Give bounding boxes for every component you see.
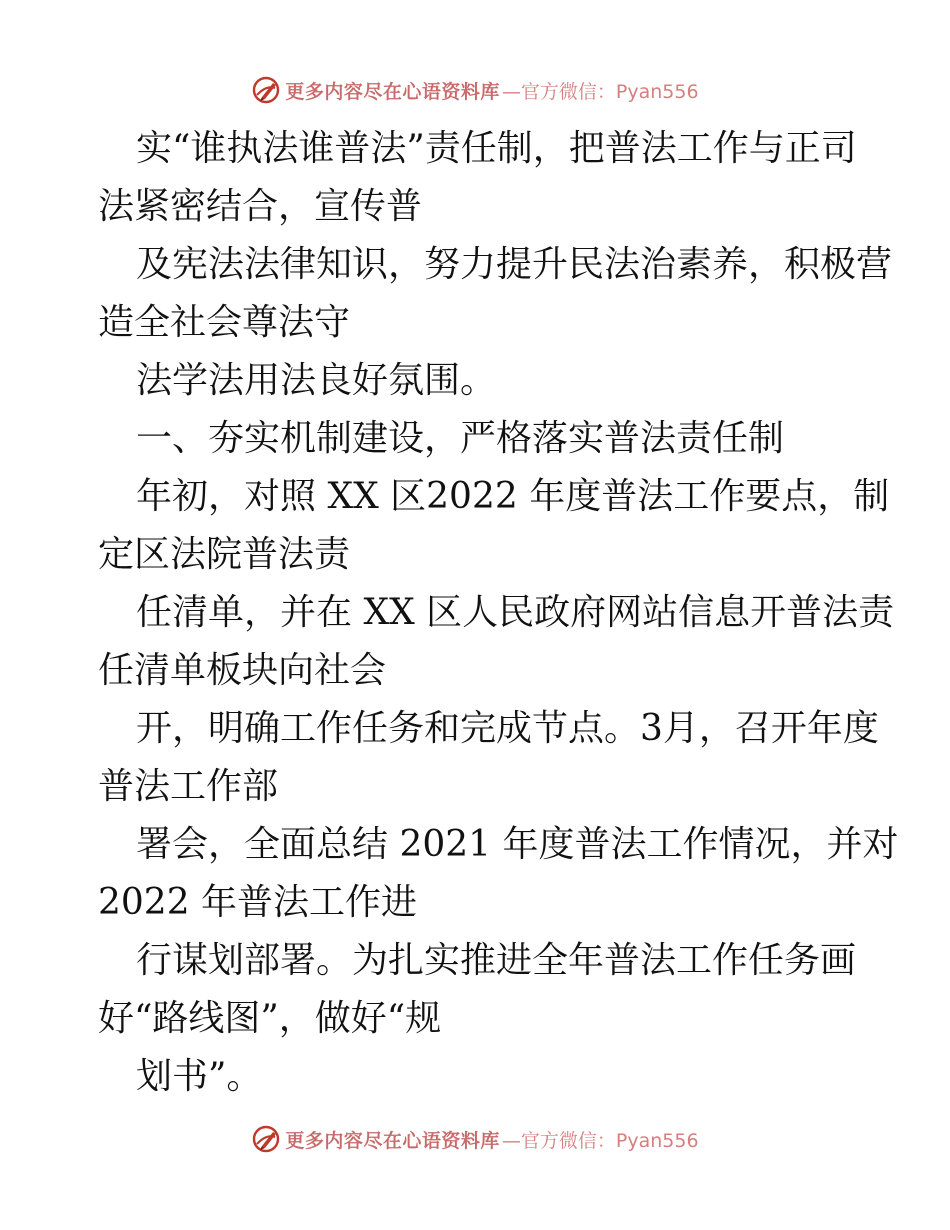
text-line: 行谋划部署。为扎实推进全年普法工作任务画	[136, 940, 857, 981]
footer-banner	[0, 1121, 950, 1157]
text-line: 造全社会尊法守	[98, 302, 351, 343]
text-line: 开，明确工作任务和完成节点。3月，召开年度	[136, 708, 879, 749]
wechat-id: —官方微信：Pyan556	[501, 1129, 699, 1152]
text-line: 任清单板块向社会	[98, 650, 387, 691]
site-name: 更多内容尽在心语资料库	[285, 80, 500, 103]
pen-logo-icon	[251, 75, 281, 105]
text-line: 划书”。	[136, 1056, 263, 1097]
pen-logo-icon	[251, 1124, 281, 1154]
text-line: 法紧密结合，宣传普	[98, 186, 423, 227]
text-line: 定区法院普法责	[98, 534, 351, 575]
text-line: 署会，全面总结 2021 年度普法工作情况，并对	[136, 824, 899, 865]
text-line: 年初，对照 XX 区2022 年度普法工作要点，制	[136, 476, 890, 517]
text-line: 法学法用法良好氛围。	[136, 360, 497, 401]
header-banner	[0, 72, 950, 108]
wechat-id: —官方微信：Pyan556	[501, 80, 699, 103]
site-name: 更多内容尽在心语资料库	[285, 1129, 500, 1152]
text-line: 实“谁执法谁普法”责任制，把普法工作与正司	[136, 128, 857, 169]
text-line: 2022 年普法工作进	[98, 882, 418, 923]
text-line: 好“路线图”，做好“规	[98, 998, 442, 1039]
body-text	[98, 120, 899, 1106]
text-line: 任清单，并在 XX 区人民政府网站信息开普法责	[136, 592, 895, 633]
text-line: 及宪法法律知识，努力提升民法治素养，积极营	[136, 244, 893, 285]
text-line: 普法工作部	[98, 766, 279, 807]
text-line: 一、夯实机制建设，严格落实普法责任制	[136, 418, 785, 459]
